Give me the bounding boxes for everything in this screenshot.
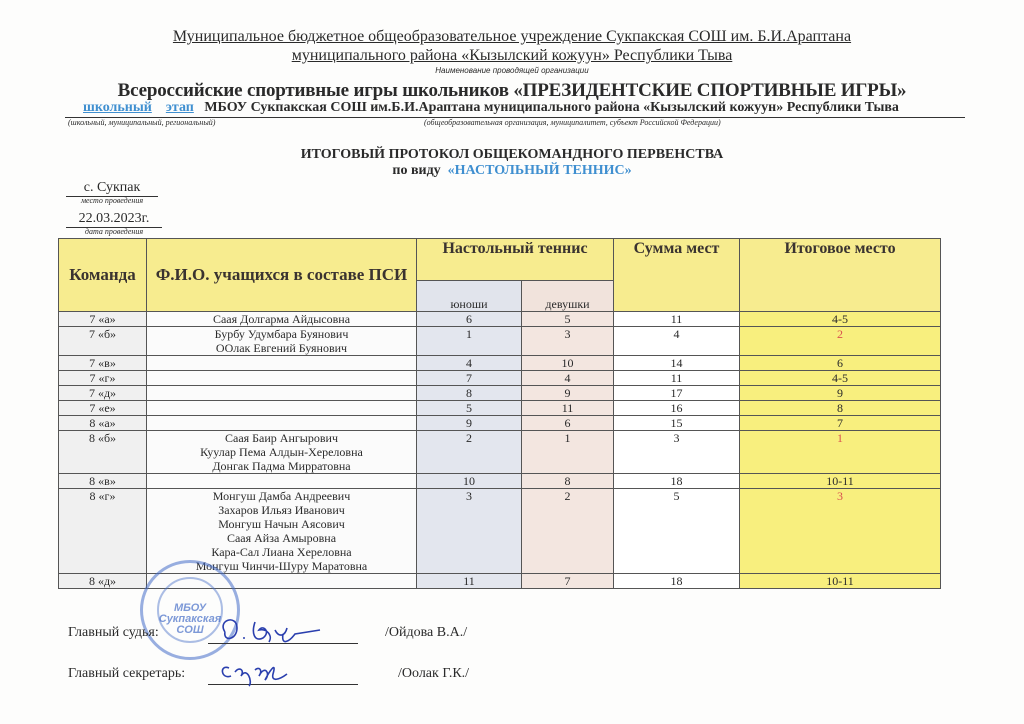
boys-place-cell: 11	[417, 574, 522, 589]
final-place-cell: 9	[740, 386, 941, 401]
stage-caption-left: (школьный, муниципальный, региональный)	[68, 118, 216, 127]
final-place-cell: 10-11	[740, 574, 941, 589]
protocol-title: ИТОГОВЫЙ ПРОТОКОЛ ОБЩЕКОМАНДНОГО ПЕРВЕНСТВА	[300, 147, 724, 162]
sum-cell: 16	[614, 401, 740, 416]
sport-line	[0, 163, 1024, 179]
table-row	[59, 416, 941, 431]
names-cell	[147, 474, 417, 489]
girls-place-cell: 1	[522, 431, 614, 474]
girls-place-cell: 8	[522, 474, 614, 489]
sport-name: «НАСТОЛЬНЫЙ ТЕННИС»	[447, 163, 632, 178]
final-place-cell: 7	[740, 416, 941, 431]
event-date-caption: дата проведения	[84, 227, 144, 236]
names-cell: Саая Долгарма Айдысовна	[147, 312, 417, 327]
boys-place-cell: 7	[417, 371, 522, 386]
team-cell: 7 «а»	[59, 312, 147, 327]
table-row	[59, 386, 941, 401]
final-place-cell: 4-5	[740, 312, 941, 327]
organization-caption: Наименование проводящей организации	[435, 66, 589, 75]
organization-line-1	[0, 28, 1024, 46]
table-row	[59, 474, 941, 489]
names-cell: Монгуш Дамба Андреевич Захаров Ильяз Иванович Монгуш Начын Аясович Саая Айза Амыровна Кара-Сал Лиана Хереловна Монгуш Чинчи-Шуру Маратовна	[147, 489, 417, 574]
by-view-prefix: по виду	[392, 163, 441, 178]
header-names: Ф.И.О. учащихся в составе ПСИ	[147, 239, 417, 312]
team-cell: 8 «б»	[59, 431, 147, 474]
boys-place-cell: 2	[417, 431, 522, 474]
games-title: Всероссийские спортивные игры школьников «ПРЕЗИДЕНТСКИЕ СПОРТИВНЫЕ ИГРЫ»	[117, 80, 907, 101]
stage-organization: МБОУ Сукпакская СОШ им.Б.И.Араптана муниципального района «Кызылский кожуун» Республики Тыва	[204, 100, 899, 115]
sum-cell: 11	[614, 371, 740, 386]
girls-place-cell: 7	[522, 574, 614, 589]
names-cell	[147, 386, 417, 401]
team-cell: 7 «б»	[59, 327, 147, 356]
team-cell: 7 «д»	[59, 386, 147, 401]
stage-caption-right: (общеобразовательная организация, муниципалитет, субъект Российской Федерации)	[424, 118, 721, 127]
team-cell: 8 «г»	[59, 489, 147, 574]
secretary-label: Главный секретарь:	[68, 666, 186, 681]
team-cell: 8 «а»	[59, 416, 147, 431]
header-final: Итоговое место	[740, 239, 941, 312]
names-cell	[147, 356, 417, 371]
organization-region: муниципального района «Кызылский кожуун» Республики Тыва	[291, 47, 733, 64]
table-row	[59, 371, 941, 386]
header-boys: юноши	[417, 281, 522, 312]
girls-place-cell: 6	[522, 416, 614, 431]
event-place-caption: место проведения	[80, 196, 144, 205]
girls-place-cell: 5	[522, 312, 614, 327]
boys-place-cell: 5	[417, 401, 522, 416]
sum-cell: 14	[614, 356, 740, 371]
names-cell	[147, 401, 417, 416]
boys-place-cell: 9	[417, 416, 522, 431]
sum-cell: 15	[614, 416, 740, 431]
team-cell: 7 «г»	[59, 371, 147, 386]
sum-cell: 17	[614, 386, 740, 401]
header-sum: Сумма мест	[614, 239, 740, 312]
girls-place-cell: 10	[522, 356, 614, 371]
boys-place-cell: 1	[417, 327, 522, 356]
event-date: 22.03.2023г.	[66, 211, 162, 228]
girls-place-cell: 9	[522, 386, 614, 401]
girls-place-cell: 3	[522, 327, 614, 356]
stage-level: школьный	[83, 100, 152, 115]
stage-word: этап	[165, 100, 194, 115]
names-cell: Бурбу Удумбара Буянович ООлак Евгений Буянович	[147, 327, 417, 356]
final-place-cell: 3	[740, 489, 941, 574]
stage-line	[65, 100, 965, 118]
names-cell	[147, 371, 417, 386]
table-row	[59, 356, 941, 371]
sum-cell: 3	[614, 431, 740, 474]
sum-cell: 5	[614, 489, 740, 574]
team-cell: 7 «е»	[59, 401, 147, 416]
final-place-cell: 6	[740, 356, 941, 371]
boys-place-cell: 3	[417, 489, 522, 574]
team-cell: 8 «в»	[59, 474, 147, 489]
names-cell: Саая Баир Ангырович Куулар Пема Алдын-Хереловна Донгак Падма Мирратовна	[147, 431, 417, 474]
final-place-cell: 10-11	[740, 474, 941, 489]
judge-signature	[215, 612, 325, 648]
table-row	[59, 431, 941, 474]
event-place: с. Сукпак	[66, 180, 158, 197]
final-place-cell: 2	[740, 327, 941, 356]
results-body	[59, 312, 941, 589]
sum-cell: 4	[614, 327, 740, 356]
sum-cell: 18	[614, 574, 740, 589]
girls-place-cell: 11	[522, 401, 614, 416]
team-cell: 8 «д»	[59, 574, 147, 589]
secretary-name: /Оолак Г.К./	[398, 666, 470, 681]
boys-place-cell: 10	[417, 474, 522, 489]
final-place-cell: 4-5	[740, 371, 941, 386]
final-place-cell: 8	[740, 401, 941, 416]
sum-cell: 11	[614, 312, 740, 327]
boys-place-cell: 6	[417, 312, 522, 327]
boys-place-cell: 8	[417, 386, 522, 401]
girls-place-cell: 4	[522, 371, 614, 386]
sum-cell: 18	[614, 474, 740, 489]
judge-name: /Ойдова В.А./	[385, 625, 468, 640]
organization-line-2	[0, 47, 1024, 65]
final-place-cell: 1	[740, 431, 941, 474]
organization-name: Муниципальное бюджетное общеобразовательное учреждение Сукпакская СОШ им. Б.И.Араптана	[172, 28, 852, 45]
table-row	[59, 401, 941, 416]
header-girls: девушки	[522, 281, 614, 312]
stamp-text: МБОУ Сукпакская СОШ	[158, 602, 222, 636]
table-row	[59, 327, 941, 356]
secretary-signature	[215, 652, 295, 688]
names-cell	[147, 416, 417, 431]
boys-place-cell: 4	[417, 356, 522, 371]
results-table	[58, 238, 941, 589]
judge-label: Главный судья:	[68, 625, 159, 640]
table-row	[59, 312, 941, 327]
header-team: Команда	[59, 239, 147, 312]
team-cell: 7 «в»	[59, 356, 147, 371]
girls-place-cell: 2	[522, 489, 614, 574]
header-sport: Настольный теннис	[417, 239, 614, 281]
